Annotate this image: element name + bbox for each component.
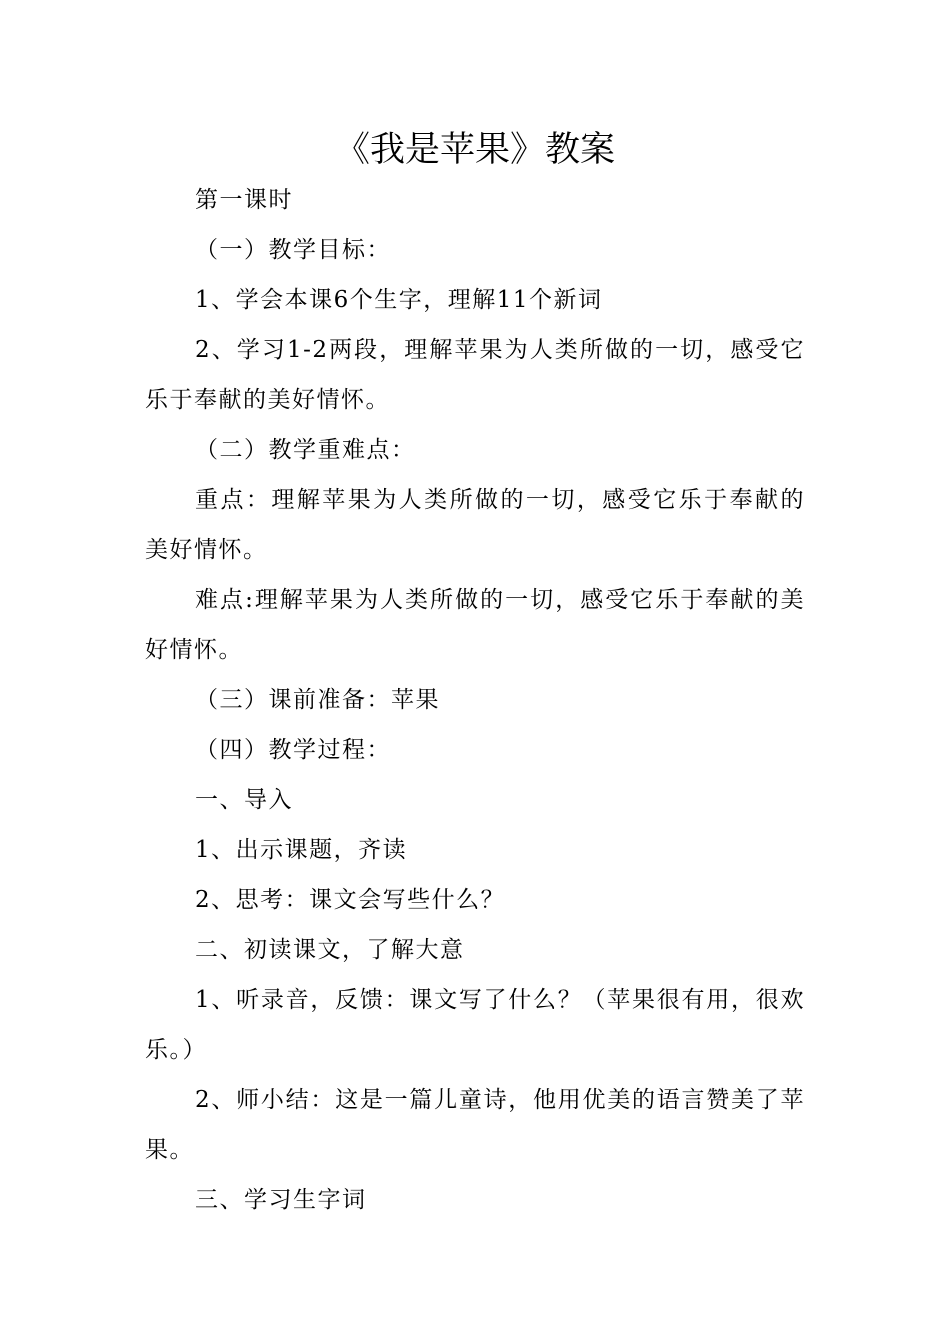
paragraph-preparation: （三）课前准备：苹果 — [195, 687, 440, 713]
paragraph-intro-step-1: 1、出示课题，齐读 — [195, 837, 408, 863]
paragraph-section-first-reading: 二、初读课文，了解大意 — [195, 937, 465, 963]
paragraph-section-introduction: 一、导入 — [195, 787, 293, 813]
paragraph-process-heading: （四）教学过程： — [195, 737, 391, 763]
paragraph-lesson-period: 第一课时 — [195, 187, 293, 213]
paragraph-reading-step-1: 1、听录音，反馈：课文写了什么？（苹果很有用，很欢乐。） — [145, 987, 805, 1063]
paragraph-goal-1: 1、学会本课6个生字，理解11个新词 — [195, 287, 603, 313]
paragraph-key-point: 重点：理解苹果为人类所做的一切，感受它乐于奉献的美好情怀。 — [145, 487, 805, 563]
document-title: 《我是苹果》教案 — [334, 130, 615, 170]
paragraph-difficult-point: 难点:理解苹果为人类所做的一切，感受它乐于奉献的美好情怀。 — [145, 587, 805, 663]
document-body — [145, 175, 805, 1225]
paragraph-goal-2: 2、学习1-2两段，理解苹果为人类所做的一切，感受它乐于奉献的美好情怀。 — [145, 337, 805, 413]
paragraph-teaching-goals-heading: （一）教学目标： — [195, 237, 391, 263]
paragraph-intro-step-2: 2、思考：课文会写些什么？ — [195, 887, 506, 913]
paragraph-reading-step-2: 2、师小结：这是一篇儿童诗，他用优美的语言赞美了苹果。 — [145, 1087, 805, 1163]
paragraph-key-points-heading: （二）教学重难点： — [195, 437, 416, 463]
paragraph-section-vocabulary: 三、学习生字词 — [195, 1187, 367, 1213]
